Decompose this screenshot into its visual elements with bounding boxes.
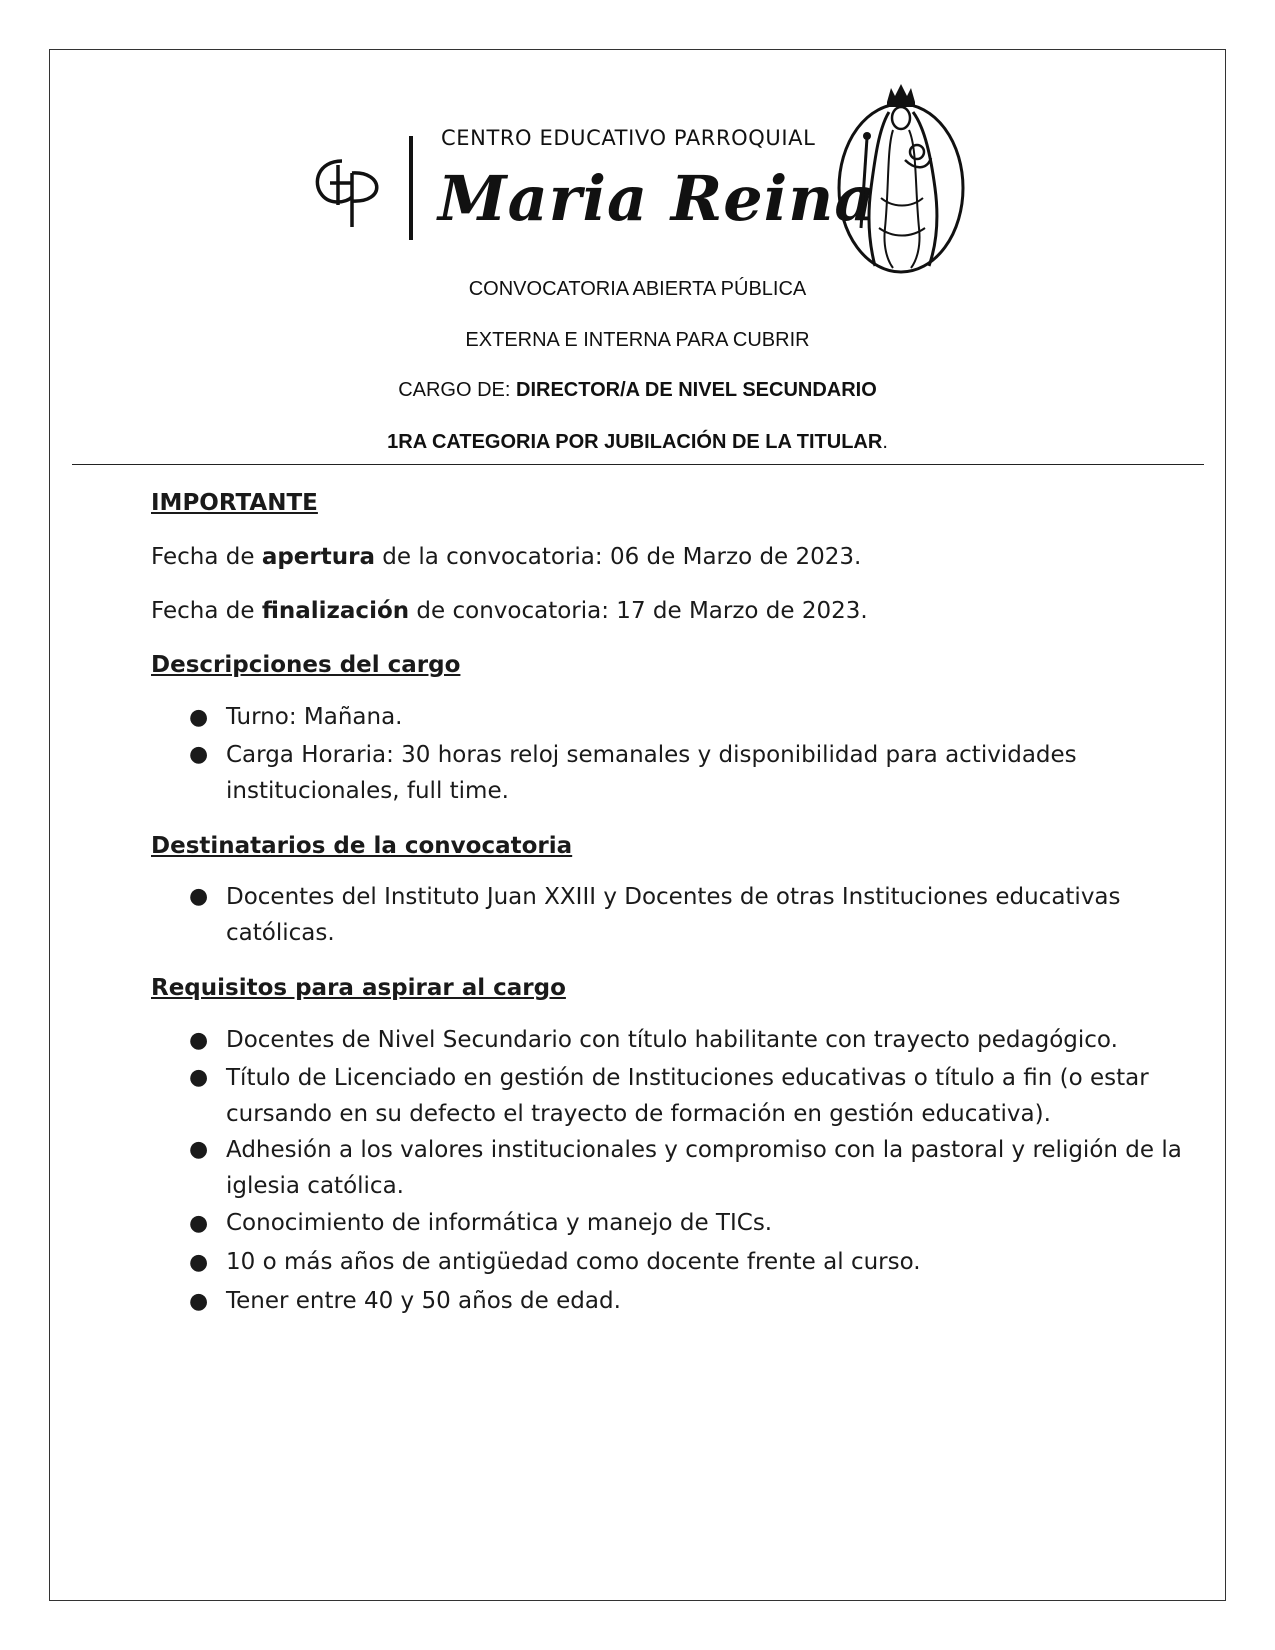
call-title-line-1: CONVOCATORIA ABIERTA PÚBLICA <box>468 278 807 300</box>
opening-date-keyword: apertura <box>261 544 375 570</box>
closing-date-value: de convocatoria: 17 de Marzo de 2023. <box>409 598 868 624</box>
list-item <box>151 1243 1191 1282</box>
header-divider <box>72 464 1204 465</box>
bullet-icon: ● <box>189 705 209 730</box>
closing-date <box>151 596 1191 626</box>
position-category: 1RA CATEGORIA POR JUBILACIÓN DE LA TITULAR <box>387 431 883 453</box>
bullet-icon: ● <box>189 1289 209 1314</box>
closing-date-prefix: Fecha de <box>151 598 262 624</box>
virgin-mary-crowned-emblem-icon <box>831 78 971 274</box>
list-item-text: Turno: Mañana. <box>226 704 403 730</box>
closing-date-keyword: finalización <box>261 598 410 624</box>
list-item-text: Docentes de Nivel Secundario con título habilitante con trayecto pedagógico. <box>226 1027 1118 1053</box>
school-logo <box>308 78 968 274</box>
bullet-icon: ● <box>189 742 209 767</box>
bullet-icon: ● <box>189 1065 209 1090</box>
call-title-line-4 <box>0 431 1275 454</box>
recipients-list <box>151 879 1191 951</box>
list-item-text: Tener entre 40 y 50 años de edad. <box>226 1288 621 1314</box>
bullet-icon: ● <box>189 884 209 909</box>
descriptions-list <box>151 698 1191 809</box>
opening-date-value: de la convocatoria: 06 de Marzo de 2023. <box>374 544 862 570</box>
opening-date <box>151 542 1191 572</box>
list-item <box>151 737 1191 809</box>
document-body <box>151 488 1191 1321</box>
opening-date-prefix: Fecha de <box>151 544 262 570</box>
list-item-text: Título de Licenciado en gestión de Instituciones educativas o título a fin (o estar cursando en su defecto el trayecto de formación en gestión educativa). <box>226 1065 1149 1127</box>
call-title-line-2: EXTERNA E INTERNA PARA CUBRIR <box>465 329 810 351</box>
requirements-list <box>151 1021 1191 1321</box>
org-name-script: Maria Reina <box>438 162 876 235</box>
org-name-small: CENTRO EDUCATIVO PARROQUIAL <box>441 126 816 150</box>
list-item-text: Conocimiento de informática y manejo de TICs. <box>226 1210 773 1236</box>
list-item <box>151 698 1191 737</box>
position-label: CARGO DE: <box>398 379 516 401</box>
list-item-text: Adhesión a los valores institucionales y compromiso con la pastoral y religión de la iglesia católica. <box>226 1137 1182 1199</box>
list-item <box>151 1021 1191 1060</box>
bullet-icon: ● <box>189 1211 209 1236</box>
list-item <box>151 879 1191 951</box>
list-item-text: 10 o más años de antigüedad como docente frente al curso. <box>226 1249 921 1275</box>
list-item <box>151 1060 1191 1132</box>
bullet-icon: ● <box>189 1250 209 1275</box>
important-heading: IMPORTANTE <box>151 490 318 516</box>
list-item <box>151 1132 1191 1204</box>
list-item-text: Carga Horaria: 30 horas reloj semanales y disponibilidad para actividades institucionales, full time. <box>226 742 1077 804</box>
list-item <box>151 1204 1191 1243</box>
list-item <box>151 1282 1191 1321</box>
list-item-text: Docentes del Instituto Juan XXIII y Docentes de otras Instituciones educativas católicas. <box>226 884 1121 946</box>
descriptions-heading: Descripciones del cargo <box>151 652 461 678</box>
bullet-icon: ● <box>189 1028 209 1053</box>
call-title-line-3 <box>0 379 1275 402</box>
position-name: DIRECTOR/A DE NIVEL SECUNDARIO <box>516 379 877 401</box>
requirements-heading: Requisitos para aspirar al cargo <box>151 975 566 1001</box>
bullet-icon: ● <box>189 1137 209 1162</box>
position-category-period: . <box>882 431 888 453</box>
logo-divider <box>409 136 413 240</box>
recipients-heading: Destinatarios de la convocatoria <box>151 833 573 859</box>
cep-monogram-icon <box>308 143 390 233</box>
